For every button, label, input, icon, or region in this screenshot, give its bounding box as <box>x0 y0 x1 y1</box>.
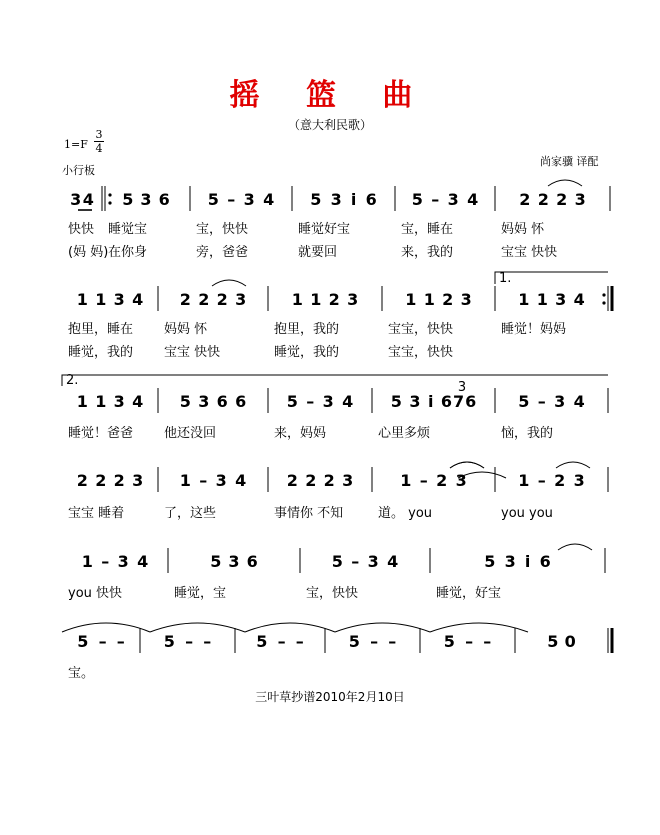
volta-bracket-1 <box>495 272 608 284</box>
measure-notes: 5 – 3 4 <box>286 392 354 411</box>
measure-notes: 5 3 i 676 <box>390 392 477 411</box>
measure-notes: 1 – 3 4 <box>179 471 247 490</box>
lyric-text: 睡觉！妈妈 <box>501 322 567 337</box>
measure-notes: 5 – 3 4 <box>411 190 479 209</box>
lyric-text: 宝宝，快快 <box>388 345 454 360</box>
measure-notes: 1 1 3 4 <box>76 290 144 309</box>
lyric-text: 妈妈 怀 <box>501 222 545 237</box>
repeat-dot <box>602 301 605 304</box>
lyric-text: 妈妈 怀 <box>164 322 208 337</box>
tempo-marking: 小行板 <box>62 164 95 177</box>
slur <box>558 544 592 550</box>
lyric-text: 道。 you <box>378 506 433 521</box>
lyric-text: 来，妈妈 <box>274 426 327 441</box>
measure-notes: 2 2 2 3 <box>286 471 354 490</box>
lyric-text: 宝，快快 <box>196 222 249 237</box>
volta-label-1: 1. <box>499 271 512 286</box>
lyric-text: 就要回 <box>298 245 338 260</box>
measure-notes: 5 3 6 <box>122 190 170 209</box>
measure-notes: 5 – 3 4 <box>207 190 275 209</box>
measure-notes: 1 – 3 4 <box>81 552 149 571</box>
measure-notes: 2 2 2 3 <box>179 290 247 309</box>
measure-notes: 5 – – <box>256 632 304 651</box>
lyric-text: 事情你 不知 <box>274 506 344 521</box>
measure-notes: 5 3 6 <box>210 552 258 571</box>
measure-notes: 5 – – <box>348 632 397 651</box>
measure-notes: 5 – – <box>443 632 492 651</box>
slur <box>150 623 245 632</box>
measure-notes: 5 – 3 4 <box>331 552 399 571</box>
song-title: 摇 篮 曲 <box>229 78 431 113</box>
volta-bracket-2 <box>62 375 608 386</box>
lyric-text: 睡觉好宝 <box>298 222 351 237</box>
time-signature-bottom: 4 <box>95 142 103 155</box>
slur <box>212 280 246 286</box>
lyric-text: 在你身 <box>108 245 148 260</box>
lyric-text: 睡觉！爸爸 <box>68 426 134 441</box>
key-signature: 1=F <box>64 138 88 151</box>
volta-label-2: 2. <box>66 373 79 388</box>
lyric-text: 宝，睡在 <box>401 222 454 237</box>
lyric-text: 宝，快快 <box>306 586 359 601</box>
repeat-dot <box>602 293 605 296</box>
lyric-text: 宝。 <box>68 666 95 681</box>
lyric-text: 宝宝，快快 <box>388 322 454 337</box>
measure-notes: 1 1 3 4 <box>76 392 144 411</box>
repeat-dot <box>108 193 111 196</box>
measure-notes: 5 – – <box>163 632 212 651</box>
lyric-text: 抱里，睡在 <box>68 322 134 337</box>
measure-notes: 2 2 2 3 <box>76 471 144 490</box>
lyric-text: 宝宝 快快 <box>501 245 558 260</box>
measure-notes: 5 – 3 4 <box>518 392 585 411</box>
measure-notes: 1 1 2 3 <box>291 290 359 309</box>
slur <box>62 623 150 632</box>
slur <box>430 623 528 632</box>
lyric-text: you 快快 <box>68 586 123 601</box>
slur <box>548 180 582 186</box>
measure-notes: 1 1 2 3 <box>405 290 472 309</box>
song-origin: （意大利民歌） <box>287 118 372 132</box>
measure-notes: 5 3 i 6 <box>310 190 377 209</box>
slur <box>556 462 590 468</box>
measure-notes: 1 – 2 3 <box>400 471 467 490</box>
slur <box>335 623 430 632</box>
arranger-credit: 尚家骥 译配 <box>540 155 599 168</box>
lyric-text: 睡觉，宝 <box>174 586 227 601</box>
lyric-text: 旁，爸爸 <box>196 245 249 260</box>
measure-notes: 2 2 2 3 <box>519 190 586 209</box>
repeat-dot <box>108 201 111 204</box>
transcriber-credit: 三叶草抄谱2010年2月10日 <box>255 690 405 704</box>
measure-notes: 1 1 3 4 <box>518 290 585 309</box>
slur <box>245 623 335 632</box>
measure-notes: 5 3 i 6 <box>484 552 551 571</box>
lyric-text: 睡觉宝 <box>108 222 148 237</box>
lyric-text: 恼，我的 <box>501 426 554 441</box>
lyric-text: 抱里，我的 <box>274 322 340 337</box>
lyric-text: 宝宝 睡着 <box>68 506 125 521</box>
measure-notes: 3 4 <box>70 190 94 209</box>
lyric-text: 睡觉，我的 <box>274 345 340 360</box>
triplet-mark: 3 <box>457 380 467 395</box>
measure-notes: 5 – – <box>77 632 125 651</box>
measure-notes: 5 3 6 6 <box>179 392 247 411</box>
time-signature-top: 3 <box>95 128 103 141</box>
lyric-text: 睡觉，好宝 <box>436 586 502 601</box>
lyric-text: 了，这些 <box>164 506 217 521</box>
measure-notes: 5 0 <box>547 632 576 651</box>
lyric-text: 快快 <box>68 222 95 237</box>
lyric-text: 宝宝 快快 <box>164 345 221 360</box>
slur <box>450 462 484 468</box>
lyric-text: 他还没回 <box>164 426 217 441</box>
lyric-text: 睡觉，我的 <box>68 345 134 360</box>
lyric-text: you you <box>501 506 553 521</box>
lyric-text: 心里多烦 <box>378 426 431 441</box>
measure-notes: 1 – 2 3 <box>518 471 585 490</box>
lyric-text: 来，我的 <box>401 245 454 260</box>
lyric-text: (妈 妈) <box>68 245 109 260</box>
